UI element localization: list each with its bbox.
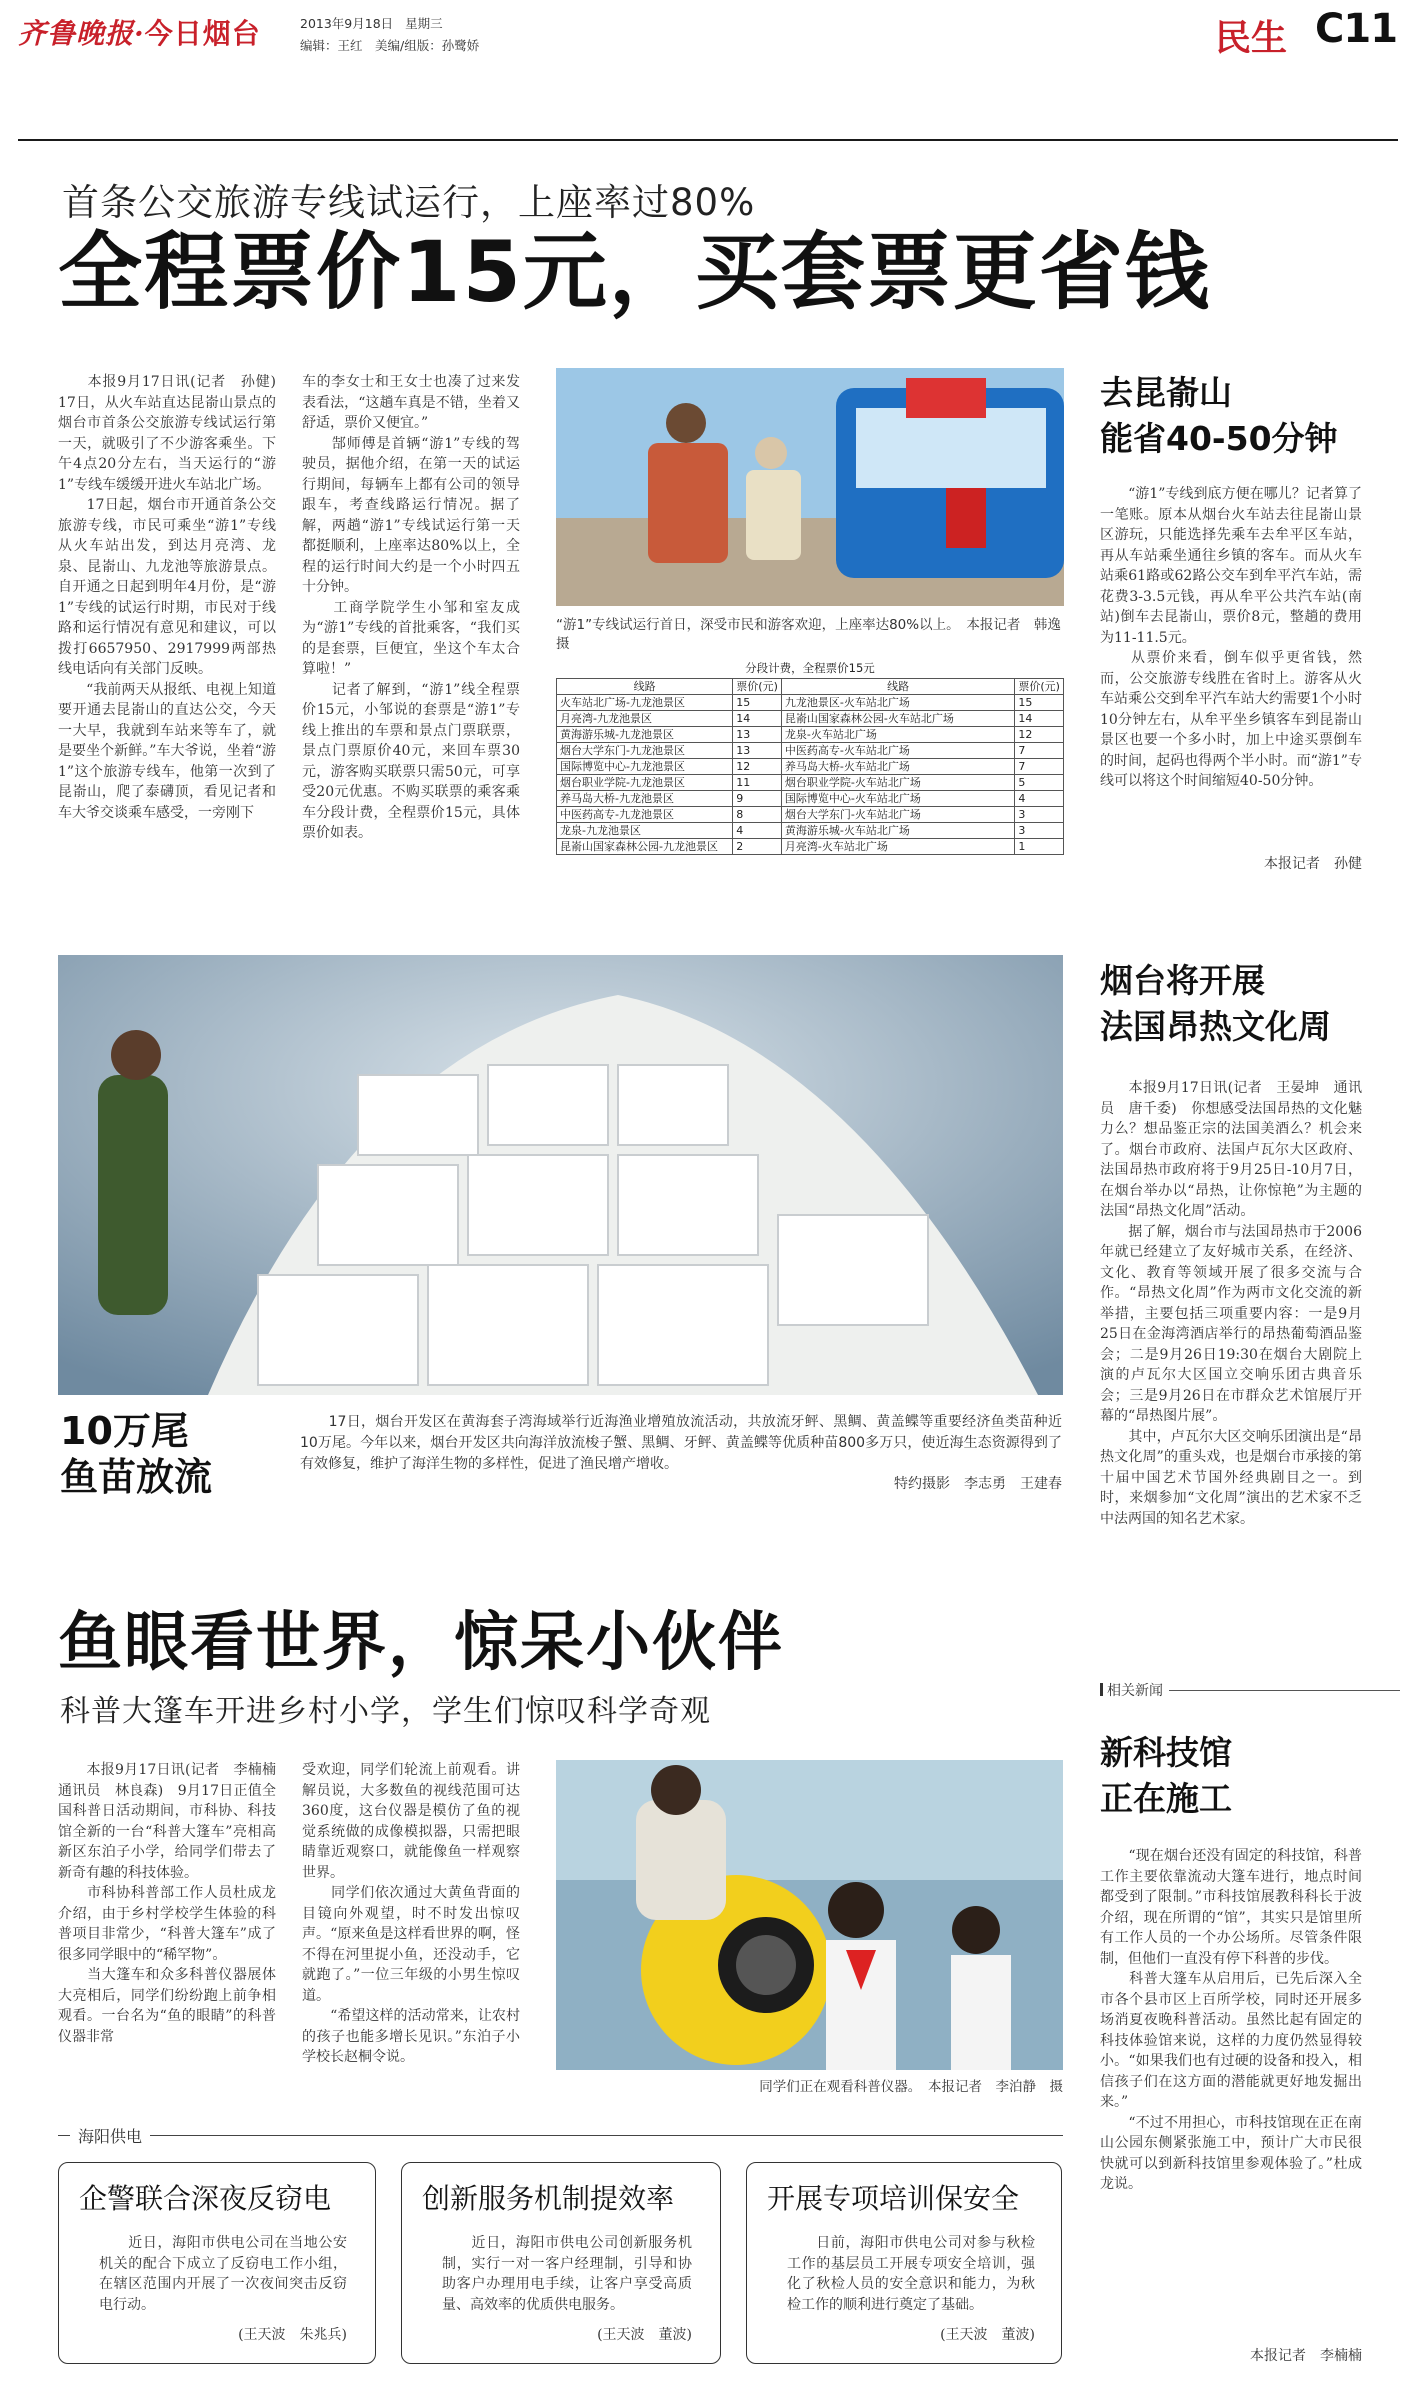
science-headline: 鱼眼看世界，惊呆小伙伴 <box>58 1606 784 1680</box>
section-separator: · <box>134 17 145 50</box>
related-news-tag <box>1100 1680 1169 1700</box>
fare-route-cell: 火车站北广场-九龙池景区 <box>557 695 733 711</box>
fare-price-cell: 1 <box>1015 839 1064 855</box>
haiyang-box-3 <box>746 2162 1062 2364</box>
fare-price-cell: 13 <box>733 743 782 759</box>
fish-caption: 17日，烟台开发区在黄海套子湾海域举行近海渔业增殖放流活动，共放流牙鲆、黑鲷、黄盖鲽等重要经济鱼类苗种近10万尾。今年以来，烟台开发区共向海洋放流梭子蟹、黑鲷、牙鲆、黄盖鲽等优质种苗800多万只，使近海生态资源得到了有效修复，维护了海洋生物的多样性，促进了渔民增产增收。 <box>300 1414 1062 1472</box>
fare-header-route: 线路 <box>557 679 733 695</box>
kunyu-title-line1: 去昆嵛山 <box>1100 373 1232 412</box>
science-photo <box>556 1760 1063 2070</box>
lead-column-2: 车的李女士和王女士也凑了过来发表看法，“这趟车真是不错，坐着又舒适，票价又便宜。” 郜师傅是首辆“游1”专线的驾驶员，据他介绍，在第一天的试运行期间，每辆车上都有公司的领导跟车，考查线路运行情况。据了解，两趟“游1”专线试运行第一天都挺顺利，上座率达80%以上，全程的运行时间大约是一个小时四五十分钟。 工商学院学生小邹和室友成为“游1”专线的首批乘客，“我们买的是套票，巨便宜，坐这个车太合算啦！” 记者了解到，“游1”线全程票价15元，小邹说的套票是“游1”专线上推出的车票和景点门票联票，景点门票原价40元，来回车票30元，游客购买联票只需50元，可享受20元优惠。不购买联票的乘客乘车分段计费，全程票价15元，具体票价如表。 <box>302 374 520 841</box>
fare-route-cell: 烟台职业学院-九龙池景区 <box>557 775 733 791</box>
fare-table-row <box>557 759 1064 775</box>
page-number: C11 <box>1315 6 1398 52</box>
haiyang-section <box>58 2122 1063 2372</box>
fare-price-cell: 12 <box>733 759 782 775</box>
fare-table-row <box>557 791 1064 807</box>
fare-route-cell: 龙泉-火车站北广场 <box>781 727 1015 743</box>
column-name: 民生 <box>1215 18 1288 59</box>
bus-photo-caption: “游1”专线试运行首日，深受市民和游客欢迎，上座率达80%以上。 本报记者 韩逸 摄 <box>556 617 1075 652</box>
fare-price-cell: 3 <box>1015 823 1064 839</box>
fare-price-cell: 9 <box>733 791 782 807</box>
fare-table-row <box>557 711 1064 727</box>
science-photo-caption: 同学们正在观看科普仪器。 本报记者 李泊静 摄 <box>759 2079 1063 2095</box>
fare-route-cell: 昆嵛山国家森林公园-九龙池景区 <box>557 839 733 855</box>
masthead-rule <box>18 139 1398 141</box>
kunyu-byline: 本报记者 孙健 <box>1264 856 1362 872</box>
fish-title <box>60 1408 240 1500</box>
fare-route-cell: 九龙池景区-火车站北广场 <box>781 695 1015 711</box>
lead-headline: 全程票价15元，买套票更省钱 <box>58 223 1211 321</box>
fare-table-row <box>557 839 1064 855</box>
fare-price-cell: 7 <box>1015 743 1064 759</box>
fare-price-cell: 3 <box>1015 807 1064 823</box>
fare-route-cell: 黄海游乐城-火车站北广场 <box>781 823 1015 839</box>
bus-photo <box>556 368 1064 606</box>
bus-photo-illustration <box>556 368 1064 606</box>
fare-table-row <box>557 823 1064 839</box>
fare-table-header <box>557 679 1064 695</box>
fare-price-cell: 4 <box>733 823 782 839</box>
fare-header-route: 线路 <box>781 679 1015 695</box>
fare-route-cell: 国际博览中心-火车站北广场 <box>781 791 1015 807</box>
fare-price-cell: 15 <box>1015 695 1064 711</box>
angers-title-line2: 法国昂热文化周 <box>1100 1007 1331 1046</box>
sidebar-story-museum <box>1100 1730 1400 2367</box>
science-column-2: 受欢迎，同学们轮流上前观看。讲解员说，大多数鱼的视线范围可达360度，这台仪器是模仿了鱼的视觉系统做的成像模拟器，只需把眼睛靠近观察口，就能像鱼一样观察世界。 同学们依次通过大黄鱼背面的目镜向外观望，时不时发出惊叹声。“原来鱼是这样看世界的啊，怪不得在河里捉小鱼，还没动手，它就跑了。”一位三年级的小男生惊叹道。 “希望这样的活动常来，让农村的孩子也能多增长见识。”东泊子小学校长赵桐令说。 <box>302 1762 520 2065</box>
fare-table-body <box>557 695 1064 855</box>
fare-route-cell: 养马岛大桥-火车站北广场 <box>781 759 1015 775</box>
fare-route-cell: 昆嵛山国家森林公园-火车站北广场 <box>781 711 1015 727</box>
fare-route-cell: 月亮湾-九龙池景区 <box>557 711 733 727</box>
haiyang-credit-2: (王天波 董波) <box>597 2327 692 2343</box>
fish-title-line2: 鱼苗放流 <box>60 1455 213 1499</box>
kunyu-title-line2: 能省40-50分钟 <box>1100 419 1338 458</box>
sidebar-story-angers <box>1100 958 1400 1588</box>
masthead <box>0 0 1417 70</box>
fare-table-row <box>557 727 1064 743</box>
fare-route-cell: 烟台大学东门-九龙池景区 <box>557 743 733 759</box>
fare-route-cell: 中医药高专-九龙池景区 <box>557 807 733 823</box>
lead-kicker: 首条公交旅游专线试运行，上座率过80% <box>62 181 756 224</box>
paper-name: 齐鲁晚报 <box>18 17 135 50</box>
haiyang-credit-3: (王天波 董波) <box>940 2327 1035 2343</box>
haiyang-box-1 <box>58 2162 376 2364</box>
science-subtitle: 科普大篷车开进乡村小学，学生们惊叹科学奇观 <box>60 1694 711 1729</box>
fare-price-cell: 12 <box>1015 727 1064 743</box>
fare-route-cell: 黄海游乐城-九龙池景区 <box>557 727 733 743</box>
haiyang-label: 海阳供电 <box>70 2124 150 2147</box>
fare-price-cell: 8 <box>733 807 782 823</box>
lead-column-1: 本报9月17日讯(记者 孙健) 17日，从火车站直达昆嵛山景点的烟台市首条公交旅游专线试运行第一天，就吸引了不少游客乘坐。下午4点20分左右，当天运行的“游1”专线车缓缓开进火车站北广场。 17日起，烟台市开通首条公交旅游专线，市民可乘坐“游1”专线从火车站出发，到达月亮湾、龙泉、昆嵛山、九龙池等旅游景点。自开通之日起到明年4月份，是“游1”专线的试运行时期，市民对于线路和运行情况有意见和建议，可以拨打6657950、2917999两部热线电话向有关部门反映。 “我前两天从报纸、电视上知道要开通去昆嵛山的直达公交，今天一大早，我就到车站来等车了，就是要坐个新鲜。”车大爷说，坐着“游1”这个旅游专线车，他第一次到了昆嵛山，爬了泰礴顶，看见记者和车大爷交谈乘车感受，一旁刚下 <box>58 374 276 821</box>
fare-table-row <box>557 775 1064 791</box>
issue-date <box>300 14 443 32</box>
haiyang-top-rule <box>58 2135 1063 2136</box>
fish-photo <box>58 955 1063 1395</box>
related-news-marker <box>1100 1683 1103 1696</box>
sidebar-story-kunyu <box>1100 370 1400 875</box>
haiyang-body-2: 近日，海阳市供电公司创新服务机制，实行一对一客户经理制，引导和协助客户办理用电手续，让客户享受高质量、高效率的优质供电服务。 <box>442 2235 692 2313</box>
weekday-text: 星期三 <box>405 16 443 31</box>
fare-route-cell: 养马岛大桥-九龙池景区 <box>557 791 733 807</box>
science-column-1: 本报9月17日讯(记者 李楠楠 通讯员 林良森) 9月17日正值全国科普日活动期间，市科协、科技馆全新的一台“科普大篷车”亮相高新区东泊子小学，给同学们带去了新奇有趣的科技体验。 市科协科普部工作人员杜成龙介绍，由于乡村学校学生体验的科普项目非常少，“科普大篷车”成了很多同学眼中的“稀罕物”。 当大篷车和众多科普仪器展体大亮相后，同学们纷纷跑上前争相观看。一台名为“鱼的眼睛”的科普仪器非常 <box>58 1762 276 2045</box>
haiyang-body-3: 日前，海阳市供电公司对参与秋检工作的基层员工开展专项安全培训，强化了秋检人员的安全意识和能力，为秋检工作的顺利进行奠定了基础。 <box>787 2235 1035 2313</box>
haiyang-box-2 <box>401 2162 721 2364</box>
fare-route-cell: 龙泉-九龙池景区 <box>557 823 733 839</box>
fare-route-cell: 烟台职业学院-火车站北广场 <box>781 775 1015 791</box>
haiyang-title-2: 创新服务机制提效率 <box>422 2182 675 2215</box>
related-news-text: 相关新闻 <box>1107 1683 1163 1699</box>
date-text: 2013年9月18日 <box>300 16 394 31</box>
fare-price-cell: 4 <box>1015 791 1064 807</box>
haiyang-credit-1: (王天波 朱兆兵) <box>238 2327 347 2343</box>
fare-price-cell: 15 <box>733 695 782 711</box>
editor-credits: 编辑：王红 美编/组版：孙鹭娇 <box>300 38 480 53</box>
fish-title-line1: 10万尾 <box>60 1409 189 1453</box>
angers-body: 本报9月17日讯(记者 王晏坤 通讯员 唐千委) 你想感受法国昂热的文化魅力么？想品鉴正宗的法国美酒么？机会来了。烟台市政府、法国卢瓦尔大区政府、法国昂热市政府将于9月25日-10月7日，在烟台举办以“昂热，让你惊艳”为主题的法国“昂热文化周”活动。 据了解，烟台市与法国昂热市于2006年就已经建立了友好城市关系，在经济、文化、教育等领域开展了很多交流与合作。“昂热文化周”作为两市文化交流的新举措，主要包括三项重要内容：一是9月25日在金海湾酒店举行的昂热葡萄酒品鉴会；二是9月26日19:30在烟台大剧院上演的卢瓦尔大区国立交响乐团古典音乐会；三是9月26日在市群众艺术馆展厅开幕的“昂热图片展”。 其中，卢瓦尔大区交响乐团演出是“昂热文化周”的重头戏，也是烟台市承接的第十届中国艺术节国外经典剧目之一。到时，来烟参加“文化周”演出的艺术家不乏中法两国的知名艺术家。 <box>1100 1080 1362 1527</box>
fare-table-block <box>556 660 1064 855</box>
fare-table <box>556 678 1064 855</box>
fare-price-cell: 14 <box>733 711 782 727</box>
fare-table-row <box>557 695 1064 711</box>
fare-table-row <box>557 743 1064 759</box>
fare-route-cell: 月亮湾-火车站北广场 <box>781 839 1015 855</box>
museum-body: “现在烟台还没有固定的科技馆，科普工作主要依靠流动大篷车进行，地点时间都受到了限制。”市科技馆展教科科长于波介绍，现在所谓的“馆”，其实只是馆里所有工作人员的一个办公场所。尽管条件限制，但他们一直没有停下科普的步伐。 科普大篷车从启用后，已先后深入全市各个县市区上百所学校，同时还开展多场消夏夜晚科普活动。虽然比起有固定的科技体验馆来说，这样的力度仍然显得较小。“如果我们也有过硬的设备和投入，相信孩子们在这方面的潜能就更好地发掘出来。” “不过不用担心，市科技馆现在正在南山公园东侧紧张施工中，预计广大市民很快就可以到新科技馆里参观体验了。”杜成龙说。 <box>1100 1848 1362 2192</box>
museum-title-line2: 正在施工 <box>1100 1779 1232 1818</box>
haiyang-body-1: 近日，海阳市供电公司在当地公安机关的配合下成立了反窃电工作小组，在辖区范围内开展了一次夜间突击反窃电行动。 <box>99 2235 347 2313</box>
haiyang-title-1: 企警联合深夜反窃电 <box>79 2182 332 2215</box>
museum-title-line1: 新科技馆 <box>1100 1733 1232 1772</box>
fare-price-cell: 2 <box>733 839 782 855</box>
haiyang-title-3: 开展专项培训保安全 <box>767 2182 1020 2215</box>
fare-route-cell: 国际博览中心-九龙池景区 <box>557 759 733 775</box>
fare-price-cell: 14 <box>1015 711 1064 727</box>
paper-logo <box>18 12 261 52</box>
fare-header-price: 票价(元) <box>733 679 782 695</box>
fare-table-title: 分段计费，全程票价15元 <box>745 661 875 675</box>
fare-price-cell: 5 <box>1015 775 1064 791</box>
kunyu-body: “游1”专线到底方便在哪儿？记者算了一笔账。原本从烟台火车站去往昆嵛山景区游玩，只能选择先乘车去牟平区车站，再从车站乘坐通往乡镇的客车。而从火车站乘61路或62路公交车到牟平汽车站，需花费3-3.5元钱，再从牟平公共汽车站(南站)倒车去昆嵛山，票价8元，整趟的费用为11-11.5元。 从票价来看，倒车似乎更省钱，然而，公交旅游专线胜在省时上。游客从火车站乘公交到牟平汽车站大约需要1个小时10分钟左右，从牟平坐乡镇客车到昆嵛山景区也要一个多小时，加上中途买票倒车的时间，起码也得两个半小时。而“游1”专线可以将这个时间缩短40-50分钟。 <box>1100 486 1362 789</box>
science-photo-illustration <box>556 1760 1063 2070</box>
fare-route-cell: 烟台大学东门-火车站北广场 <box>781 807 1015 823</box>
fare-table-row <box>557 807 1064 823</box>
fare-price-cell: 7 <box>1015 759 1064 775</box>
fare-header-price: 票价(元) <box>1015 679 1064 695</box>
fare-price-cell: 11 <box>733 775 782 791</box>
fare-price-cell: 13 <box>733 727 782 743</box>
fish-photo-illustration <box>58 955 1063 1395</box>
angers-title-line1: 烟台将开展 <box>1100 961 1265 1000</box>
fare-route-cell: 中医药高专-火车站北广场 <box>781 743 1015 759</box>
museum-byline: 本报记者 李楠楠 <box>1250 2348 1362 2364</box>
fish-photo-credit: 特约摄影 李志勇 王建春 <box>894 1476 1062 1492</box>
section-name: 今日烟台 <box>144 17 261 50</box>
